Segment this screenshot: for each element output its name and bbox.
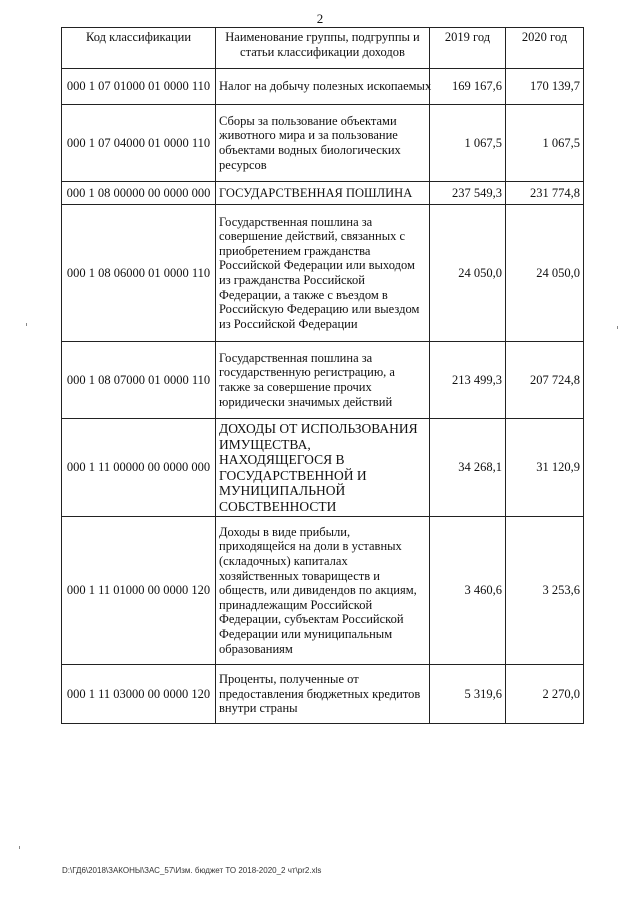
row-value-2019: 1 067,5 xyxy=(430,105,506,182)
row-name: Государственная пошлина за государственную регистрацию, а также за совершение прочих юридически значимых действий xyxy=(216,342,430,419)
row-value-2020: 1 067,5 xyxy=(506,105,584,182)
table-row xyxy=(62,69,584,105)
row-code: 000 1 11 01000 00 0000 120 xyxy=(62,517,216,665)
row-value-2019: 3 460,6 xyxy=(430,517,506,665)
header-code: Код классификации xyxy=(62,28,216,69)
row-code: 000 1 11 03000 00 0000 120 xyxy=(62,665,216,724)
row-name: Доходы в виде прибыли, приходящейся на доли в уставных (складочных) капиталах хозяйственных товариществ и обществ, или дивидендов по акциям, принадлежащим Российской Федерации, субъектам Российской Федерации или муниципальным образованиям xyxy=(216,517,430,665)
row-name: ДОХОДЫ ОТ ИСПОЛЬЗОВАНИЯ ИМУЩЕСТВА, НАХОДЯЩЕГОСЯ В ГОСУДАРСТВЕННОЙ И МУНИЦИПАЛЬНОЙ СОБСТВЕННОСТИ xyxy=(216,419,430,517)
table-row xyxy=(62,342,584,419)
scan-speck xyxy=(26,323,27,326)
row-code: 000 1 07 04000 01 0000 110 xyxy=(62,105,216,182)
page-number: 2 xyxy=(316,11,324,26)
row-value-2020: 207 724,8 xyxy=(506,342,584,419)
table-row xyxy=(62,182,584,205)
footer-file-path: D:\ГД6\2018\ЗАКОНЫ\ЗАС_57\Изм. бюджет ТО 2018-2020_2 чт\pr2.xls xyxy=(62,866,322,875)
header-name: Наименование группы, подгруппы и статьи классификации доходов xyxy=(216,28,430,69)
scan-speck xyxy=(617,326,618,329)
row-value-2020: 31 120,9 xyxy=(506,419,584,517)
row-value-2020: 231 774,8 xyxy=(506,182,584,205)
row-value-2019: 213 499,3 xyxy=(430,342,506,419)
row-value-2019: 237 549,3 xyxy=(430,182,506,205)
scan-speck xyxy=(19,846,20,849)
row-code: 000 1 08 07000 01 0000 110 xyxy=(62,342,216,419)
row-name: ГОСУДАРСТВЕННАЯ ПОШЛИНА xyxy=(216,182,430,205)
row-value-2019: 169 167,6 xyxy=(430,69,506,105)
table-row xyxy=(62,517,584,665)
table-header-row xyxy=(62,28,584,69)
row-code: 000 1 08 00000 00 0000 000 xyxy=(62,182,216,205)
row-name: Государственная пошлина за совершение действий, связанных с приобретением гражданства Российской Федерации или выходом из гражданства Российской Федерации, а также с въездом в Российскую Федерацию или выездом из Российской Федерации xyxy=(216,205,430,342)
row-value-2019: 5 319,6 xyxy=(430,665,506,724)
table-row xyxy=(62,205,584,342)
row-value-2019: 34 268,1 xyxy=(430,419,506,517)
row-name: Налог на добычу полезных ископаемых xyxy=(216,69,430,105)
row-code: 000 1 08 06000 01 0000 110 xyxy=(62,205,216,342)
row-value-2019: 24 050,0 xyxy=(430,205,506,342)
row-value-2020: 170 139,7 xyxy=(506,69,584,105)
row-code: 000 1 07 01000 01 0000 110 xyxy=(62,69,216,105)
row-code: 000 1 11 00000 00 0000 000 xyxy=(62,419,216,517)
header-2020: 2020 год xyxy=(506,28,584,69)
revenue-classification-table xyxy=(61,27,584,724)
row-value-2020: 2 270,0 xyxy=(506,665,584,724)
row-name: Проценты, полученные от предоставления бюджетных кредитов внутри страны xyxy=(216,665,430,724)
row-name: Сборы за пользование объектами животного мира и за пользование объектами водных биологических ресурсов xyxy=(216,105,430,182)
table-row xyxy=(62,105,584,182)
header-2019: 2019 год xyxy=(430,28,506,69)
table-row xyxy=(62,419,584,517)
table-row xyxy=(62,665,584,724)
row-value-2020: 24 050,0 xyxy=(506,205,584,342)
row-value-2020: 3 253,6 xyxy=(506,517,584,665)
